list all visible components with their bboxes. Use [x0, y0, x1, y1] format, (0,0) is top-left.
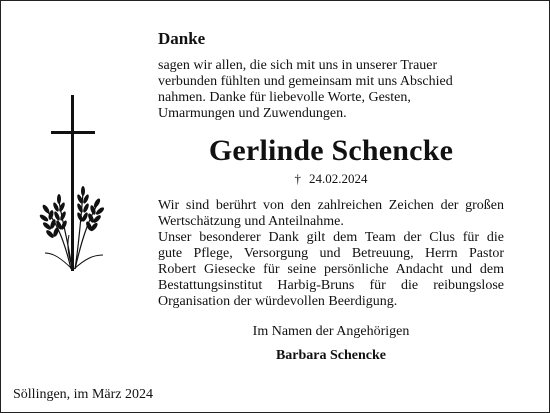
signer-name: Barbara Schencke — [275, 348, 387, 363]
heading-thanks: Danke — [158, 29, 206, 48]
body-line: Unser besonderer Dank gilt dem Team der Clus für die — [158, 230, 504, 245]
body-line: Wertschätzung und Anteilnahme. — [158, 214, 344, 229]
intro-line: verbunden fühlten und gemeinsam mit uns Abschied — [158, 74, 453, 89]
intro-line: nahmen. Danke für liebevolle Worte, Gesten, — [158, 90, 411, 105]
intro-line: Umarmungen und Zuwendungen. — [158, 106, 347, 121]
intro-line: sagen wir allen, die sich mit uns in unserer Trauer — [158, 58, 438, 73]
body-line: gute Pflege, Versorgung und Betreuung, Herrn Pastor — [158, 246, 504, 261]
dagger-icon: † — [294, 171, 301, 186]
place-date: Söllingen, im März 2024 — [13, 387, 153, 402]
body-line: Bestattungsinstitut Harbig-Bruns für die reibungslose — [158, 278, 504, 293]
death-date-line — [1, 171, 550, 187]
signoff-line: Im Namen der Angehörigen — [252, 324, 410, 339]
body-line: Organisation der würdevollen Beerdigung. — [158, 294, 398, 309]
body-line: Robert Giesecke für seine persönliche Andacht und dem — [158, 262, 504, 277]
body-paragraph — [158, 198, 504, 310]
death-date: 24.02.2024 — [309, 171, 368, 186]
deceased-name: Gerlinde Schencke — [208, 134, 454, 167]
body-line: Wir sind berührt von den zahlreichen Zeichen der großen — [158, 198, 504, 213]
intro-paragraph — [158, 58, 458, 122]
